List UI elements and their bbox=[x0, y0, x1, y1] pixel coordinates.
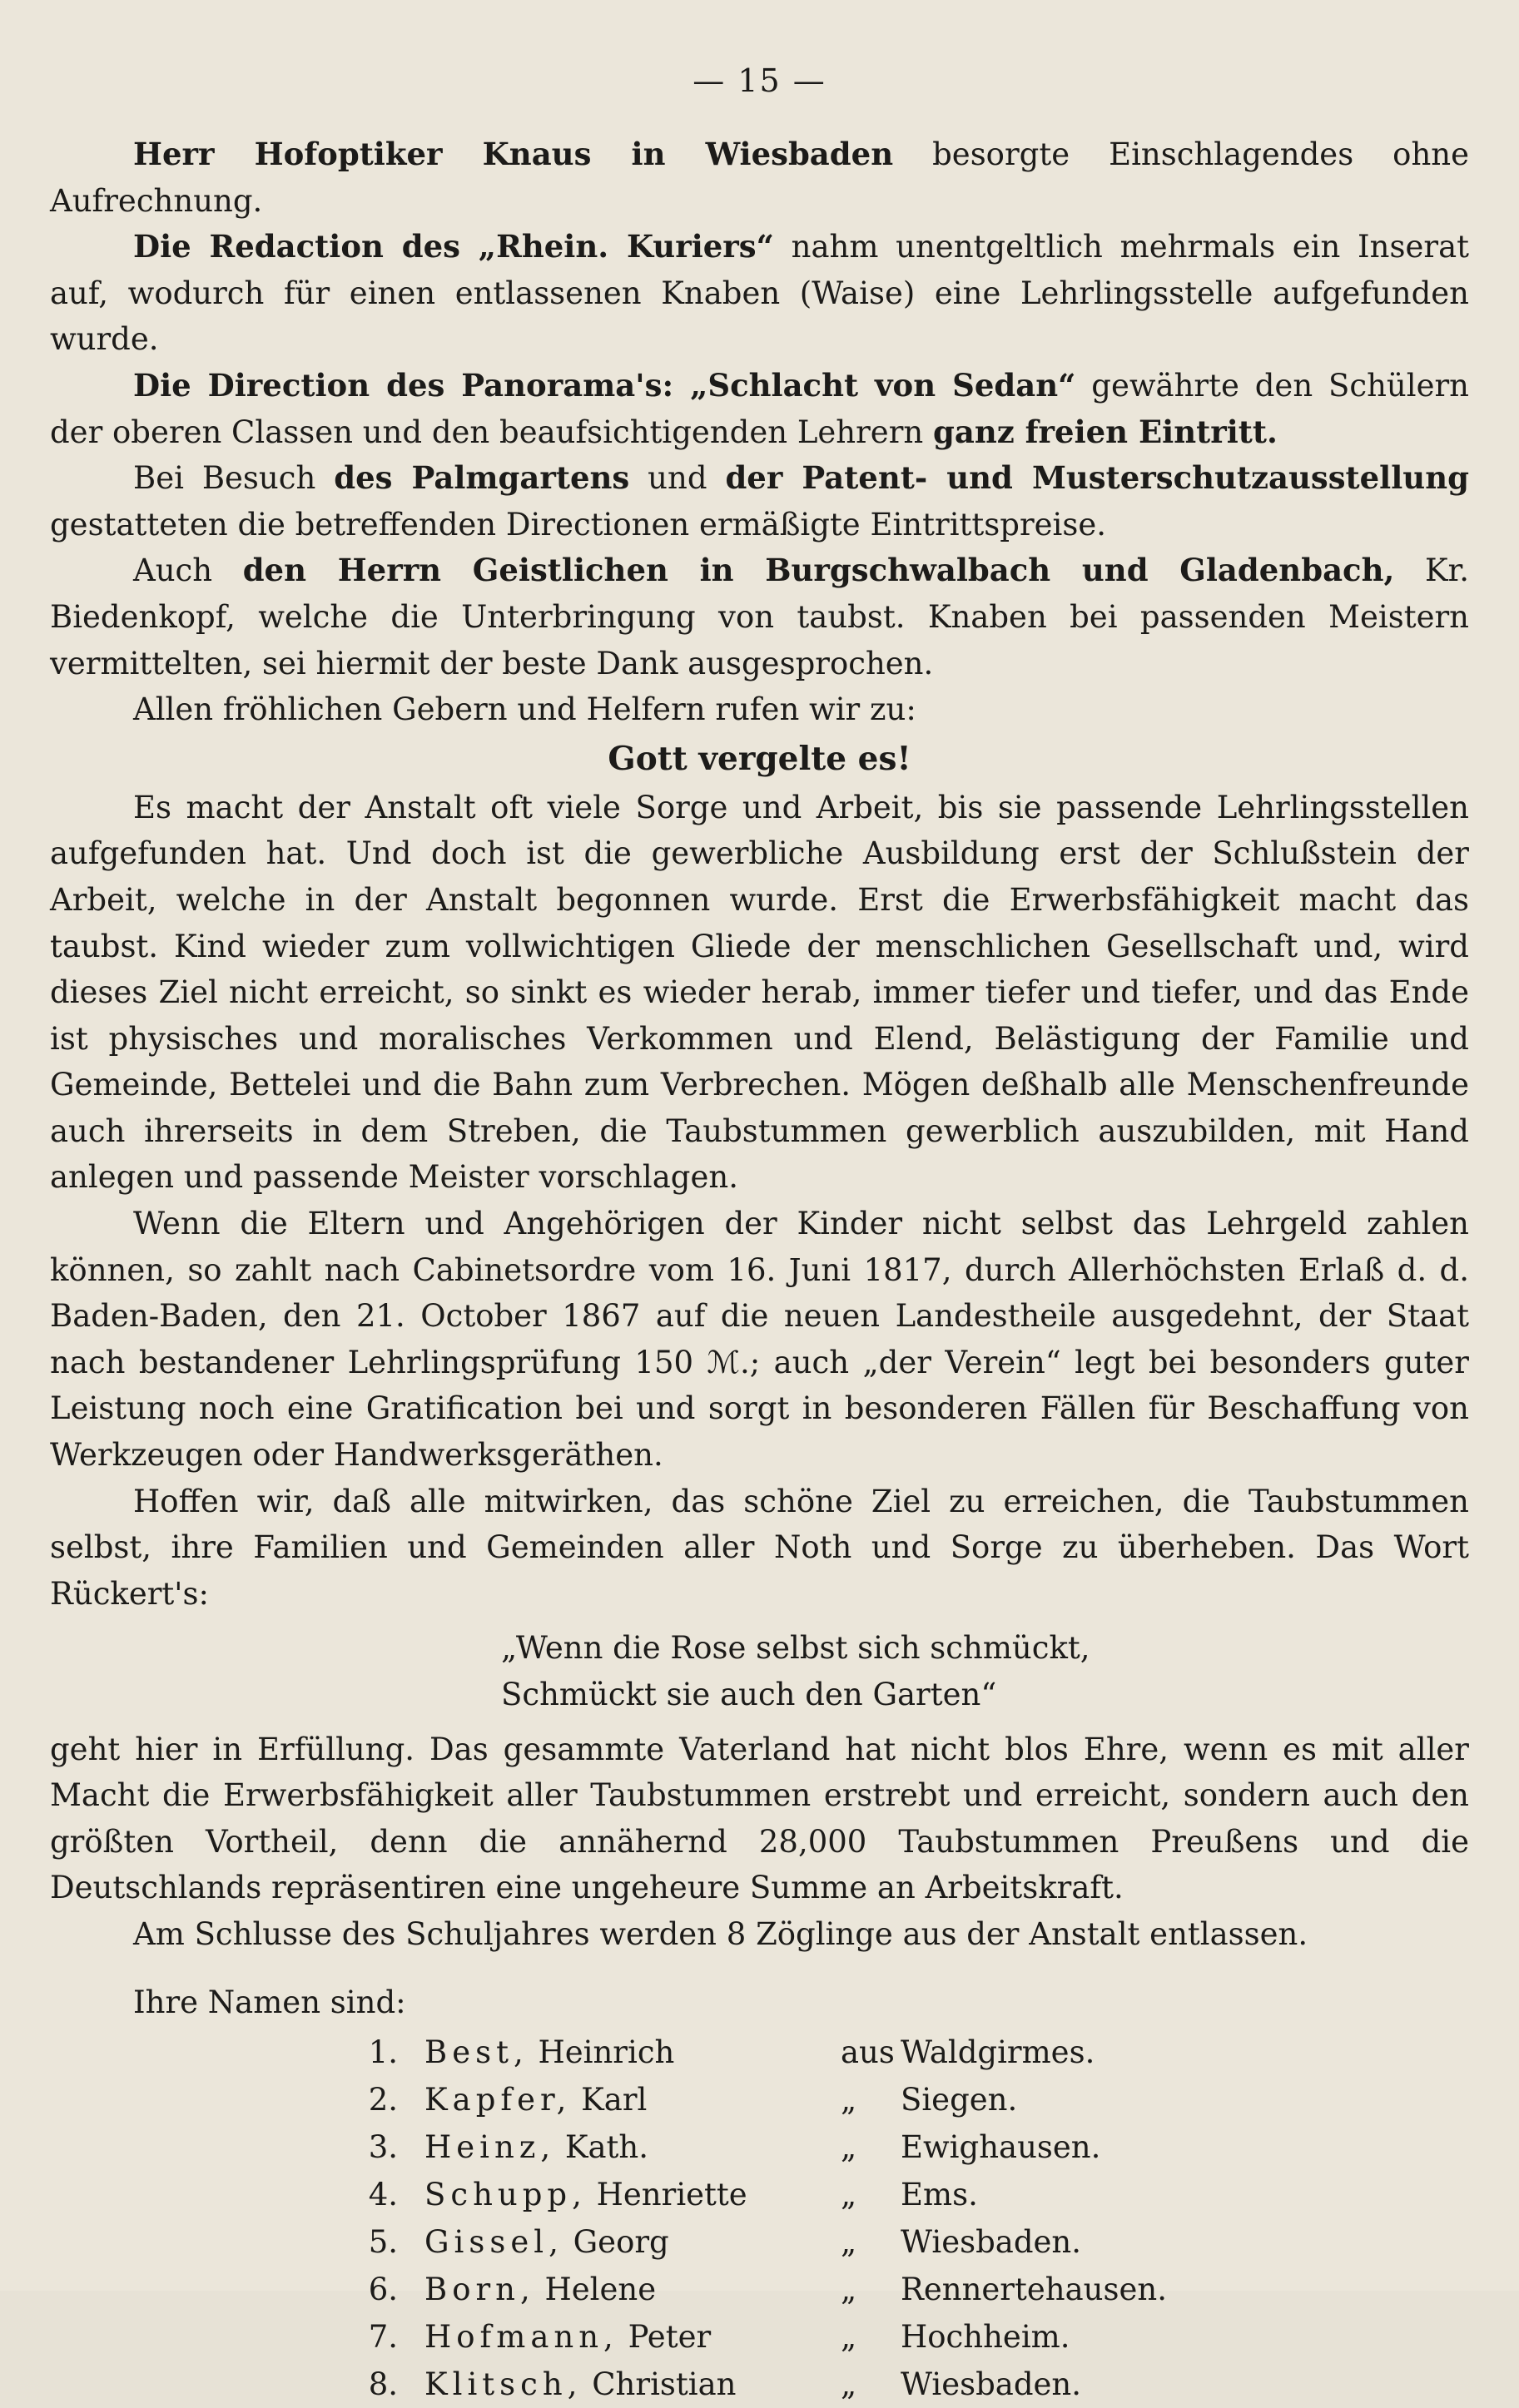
item-number: 1. bbox=[368, 2034, 398, 2071]
origin-place: Wiesbaden. bbox=[901, 2366, 1082, 2403]
bold-phrase: Herr Hofoptiker Knaus in Wiesbaden bbox=[133, 136, 894, 172]
pupil-surname: Kapfer, bbox=[424, 2082, 572, 2118]
paragraph-hoffen: Hoffen wir, daß alle mitwirken, das schöne Ziel zu erreichen, die Taubstummen selbst, ihre Familien und Gemeinden aller Noth und Sorge zu überheben. Das Wort Rückert's: bbox=[50, 1483, 1469, 1612]
pupil-list bbox=[50, 2029, 1469, 2408]
paragraph-redaction bbox=[50, 224, 1469, 363]
list-item bbox=[50, 2313, 1469, 2361]
bold-phrase: des Palmgartens bbox=[334, 459, 630, 497]
pupil-surname: Born, bbox=[424, 2272, 535, 2308]
quote-line: „Wenn die Rose selbst sich schmückt, bbox=[501, 1630, 1090, 1667]
pupil-surname: Gissel, bbox=[424, 2224, 563, 2261]
list-item bbox=[50, 2218, 1469, 2266]
list-item bbox=[50, 2123, 1469, 2171]
pupil-name bbox=[424, 2076, 841, 2123]
pupil-surname: Schupp, bbox=[424, 2177, 587, 2213]
bold-phrase: Die Direction des Panorama's: „Schlacht von Sedan“ bbox=[133, 366, 1076, 404]
paragraph-geistlichen bbox=[50, 547, 1469, 686]
pupil-name bbox=[424, 2266, 841, 2313]
list-item bbox=[50, 2171, 1469, 2218]
item-number: 2. bbox=[368, 2082, 398, 2118]
body-text bbox=[50, 131, 1469, 2408]
pupil-given-name: Peter bbox=[618, 2319, 712, 2356]
bold-phrase: den Herrn Geistlichen in Burgschwalbach und Gladenbach, bbox=[242, 552, 1395, 589]
origin-prefix: „ bbox=[841, 2272, 857, 2308]
paragraph-anstalt: Es macht der Anstalt oft viele Sorge und Arbeit, bis sie passende Lehrlingsstellen aufgefunden hat. Und doch ist die gewerbliche Ausbildung erst der Schlußstein der Arbeit, welche in der Anstalt begonnen wurde. Erst die Erwerbsfähigkeit macht das taubst. Kind wieder zum vollwichtigen Gliede der menschlichen Gesellschaft und, wird dieses Ziel nicht erreicht, so sinkt es wieder herab, immer tiefer und tiefer, und das Ende ist physisches und moralisches Verkommen und Elend, Belästigung der Familie und Gemeinde, Bettelei und die Bahn zum Verbrechen. Mögen deßhalb alle Menschenfreunde auch ihrerseits in dem Streben, die Taubstummen gewerblich auszubilden, mit Hand anlegen und passende Meister vorschlagen. bbox=[50, 789, 1469, 1196]
item-number: 8. bbox=[368, 2366, 398, 2403]
paragraph-text: Bei Besuch bbox=[133, 460, 335, 497]
names-heading: Ihre Namen sind: bbox=[133, 1984, 406, 2020]
list-item bbox=[50, 2361, 1469, 2408]
pupil-given-name: Christian bbox=[582, 2366, 737, 2403]
paragraph-text: besorgte Einschlagendes ohne Aufrechnung. bbox=[50, 136, 1470, 219]
paragraph-text: Kr. Biedenkopf, welche die Unterbringung von taubst. Knaben bei passenden Meistern vermittelten, sei hiermit der beste Dank ausgesprochen. bbox=[50, 552, 1469, 681]
origin-place: Wiesbaden. bbox=[901, 2224, 1082, 2261]
origin-place: Siegen. bbox=[901, 2082, 1018, 2118]
paragraph-palmgarten bbox=[50, 455, 1469, 547]
paragraph-lehrgeld: Wenn die Eltern und Angehörigen der Kinder nicht selbst das Lehrgeld zahlen können, so zahlt nach Cabinetsordre vom 16. Juni 1817, durch Allerhöchsten Erlaß d. d. Baden-Baden, den 21. October 1867 auf die neuen Landestheile ausgedehnt, der Staat nach bestandener Lehrlingsprüfung 150 ℳ.; auch „der Verein“ legt bei besonders guter Leistung noch eine Gratification bei und sorgt in besonderen Fällen für Beschaffung von Werkzeugen oder Handwerksgeräthen. bbox=[50, 1206, 1469, 1474]
pupil-given-name: Helene bbox=[534, 2272, 657, 2308]
pupil-given-name: Kath. bbox=[555, 2129, 649, 2166]
bold-phrase: ganz freien Eintritt. bbox=[933, 413, 1278, 450]
list-item bbox=[50, 2266, 1469, 2313]
pupil-name bbox=[424, 2029, 841, 2076]
origin-prefix: „ bbox=[841, 2319, 857, 2356]
pupil-name bbox=[424, 2361, 841, 2408]
origin-prefix: „ bbox=[841, 2129, 857, 2166]
pupil-name bbox=[424, 2171, 841, 2218]
paragraph-optiker bbox=[50, 131, 1469, 224]
pupil-surname: Heinz, bbox=[424, 2129, 556, 2166]
bold-phrase: der Patent- und Musterschutzausstellung bbox=[725, 459, 1469, 497]
list-item bbox=[50, 2029, 1469, 2076]
paragraph-text: und bbox=[629, 460, 726, 497]
bold-phrase: Die Redaction des „Rhein. Kuriers“ bbox=[133, 228, 774, 265]
item-number: 4. bbox=[368, 2177, 398, 2213]
paragraph-text: Auch bbox=[133, 552, 243, 589]
paragraph-text: gestatteten die betreffenden Directionen ermäßigte Eintrittspreise. bbox=[50, 506, 1107, 543]
pupil-surname: Hofmann, bbox=[424, 2319, 618, 2356]
item-number: 3. bbox=[368, 2129, 398, 2166]
pupil-given-name: Henriette bbox=[586, 2177, 747, 2213]
paragraph-gebern: Allen fröhlichen Gebern und Helfern rufen wir zu: bbox=[133, 691, 916, 728]
item-number: 7. bbox=[368, 2319, 398, 2356]
paragraph-erfuellung: geht hier in Erfüllung. Das gesammte Vaterland hat nicht blos Ehre, wenn es mit aller Macht die Erwerbsfähigkeit aller Taubstummen erstrebt und erreicht, sondern auch den größten Vortheil, denn die annähernd 28,000 Taubstummen Preußens und die Deutschlands repräsentiren eine ungeheure Summe an Arbeitskraft. bbox=[50, 1731, 1469, 1906]
origin-place: Ems. bbox=[901, 2177, 978, 2213]
paragraph-schluss: Am Schlusse des Schuljahres werden 8 Zöglinge aus der Anstalt entlassen. bbox=[133, 1915, 1308, 1952]
paragraph-text: gewährte den Schülern der oberen Classen und den beaufsichtigenden Lehrern bbox=[50, 367, 1469, 450]
origin-prefix: „ bbox=[841, 2082, 857, 2118]
origin-prefix: „ bbox=[841, 2177, 857, 2213]
pupil-surname: Best, bbox=[424, 2034, 529, 2071]
pupil-given-name: Georg bbox=[563, 2224, 669, 2261]
item-number: 5. bbox=[368, 2224, 398, 2261]
origin-place: Rennertehausen. bbox=[901, 2272, 1167, 2308]
pupil-given-name: Heinrich bbox=[528, 2034, 675, 2071]
pupil-given-name: Karl bbox=[571, 2082, 648, 2118]
pupil-name bbox=[424, 2218, 841, 2266]
paragraph-panorama bbox=[50, 363, 1469, 455]
origin-place: Hochheim. bbox=[901, 2319, 1070, 2356]
pupil-name bbox=[424, 2123, 841, 2171]
origin-prefix: „ bbox=[841, 2224, 857, 2261]
origin-place: Ewighausen. bbox=[901, 2129, 1101, 2166]
origin-place: Waldgirmes. bbox=[901, 2034, 1095, 2071]
origin-prefix: aus bbox=[841, 2034, 895, 2071]
item-number: 6. bbox=[368, 2272, 398, 2308]
rueckert-quote bbox=[501, 1625, 1469, 1717]
paragraph-text: nahm unentgeltlich mehrmals ein Inserat auf, wodurch für einen entlassenen Knaben (Waise) eine Lehrlingsstelle aufgefunden wurde. bbox=[50, 229, 1469, 358]
quote-line: Schmückt sie auch den Garten“ bbox=[501, 1677, 997, 1712]
section-heading: Gott vergelte es! bbox=[608, 739, 911, 778]
list-item bbox=[50, 2076, 1469, 2123]
page-number: — 15 — bbox=[692, 62, 827, 99]
origin-prefix: „ bbox=[841, 2366, 857, 2403]
pupil-name bbox=[424, 2313, 841, 2361]
pupil-surname: Klitsch, bbox=[424, 2366, 583, 2403]
